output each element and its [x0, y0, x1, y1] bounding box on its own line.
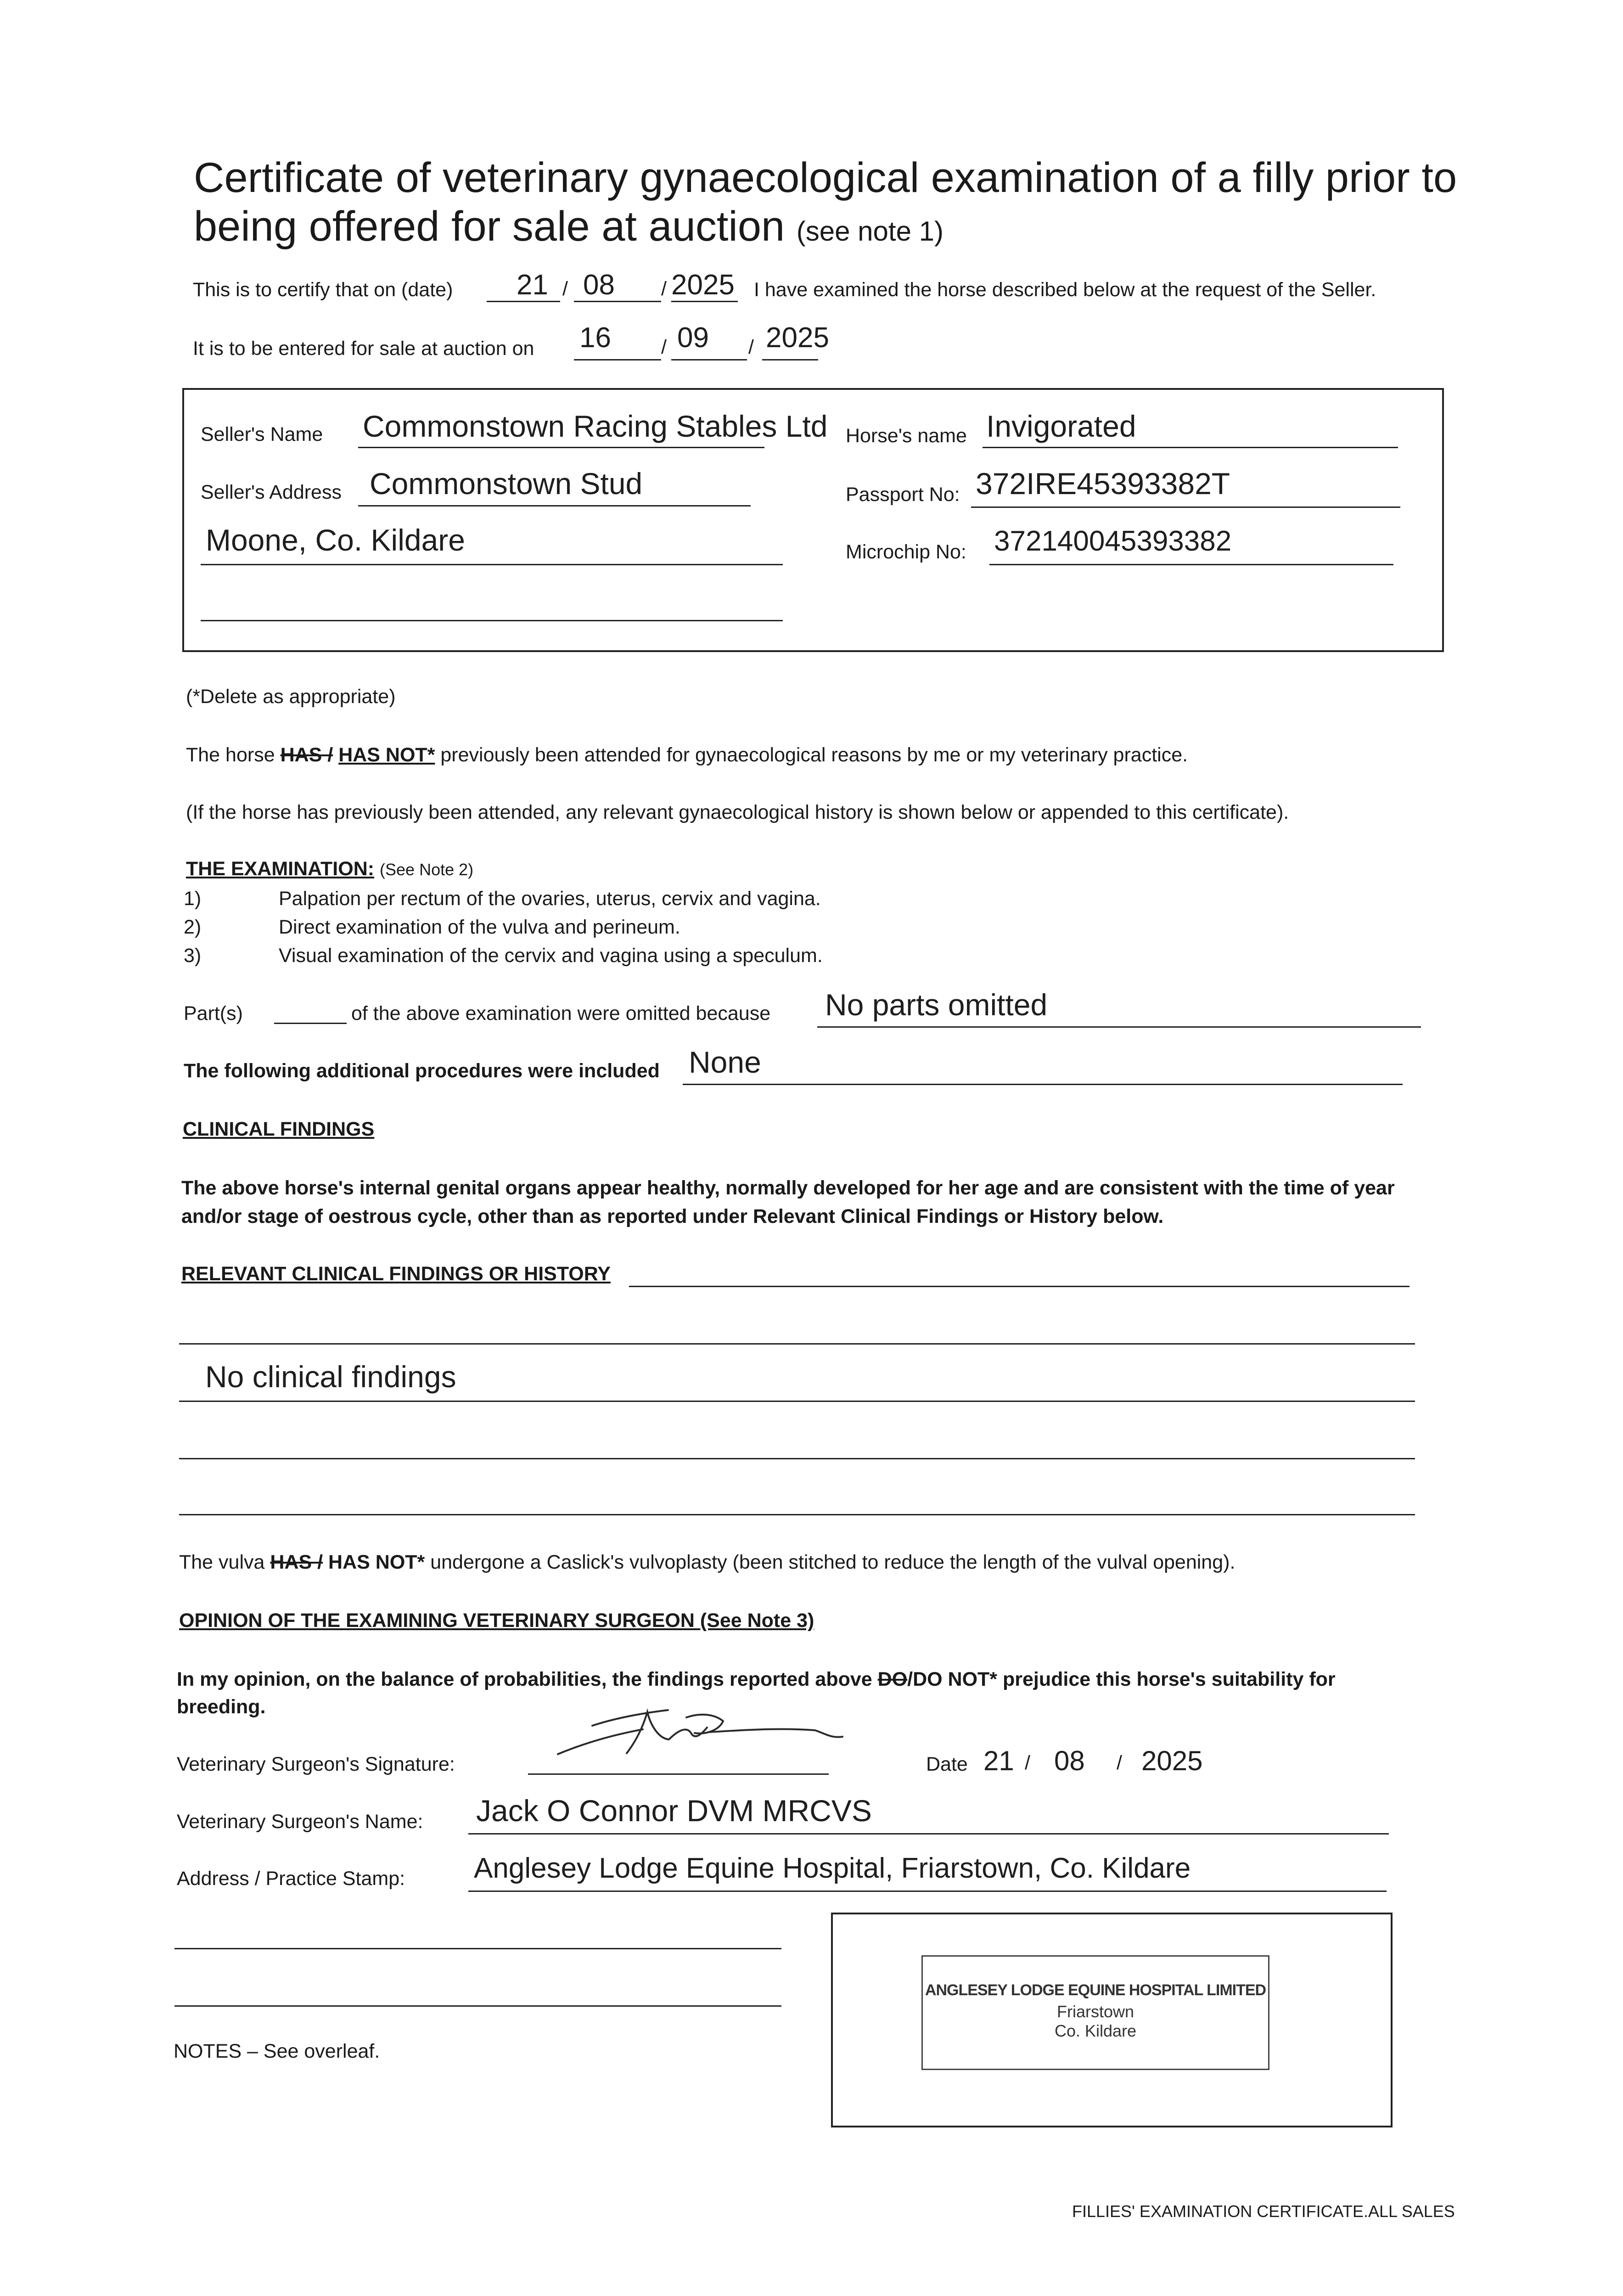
delete-note: (*Delete as appropriate): [186, 686, 396, 708]
auction-sep-2: /: [748, 336, 754, 358]
seller-name-label: Seller's Name: [201, 423, 323, 445]
horse-name: Invigorated: [986, 409, 1136, 443]
stamp-line-2: Friarstown: [1056, 2002, 1134, 2021]
stamp-line-1: ANGLESEY LODGE EQUINE HOSPITAL LIMITED: [925, 1981, 1266, 1999]
signature-label: Veterinary Surgeon's Signature:: [177, 1753, 455, 1775]
practice-stamp: [921, 1955, 1269, 2070]
clinical-statement-2: and/or stage of oestrous cycle, other than as reported under Relevant Clinical Findings or History below.: [181, 1205, 1164, 1227]
page-title: [194, 154, 1457, 251]
handwritten-signature: [549, 1699, 852, 1768]
vet-address-label: Address / Practice Stamp:: [177, 1868, 405, 1890]
certify-day: 21: [517, 269, 548, 301]
stamp-line-3: Co. Kildare: [1054, 2021, 1137, 2040]
certify-sep-1: /: [562, 278, 568, 300]
seller-address-label: Seller's Address: [201, 481, 342, 503]
passport-number: 372IRE45393382T: [976, 467, 1230, 501]
exam-item-text: Palpation per rectum of the ovaries, uterus, cervix and vagina.: [279, 888, 821, 910]
exam-item-text: Visual examination of the cervix and vagina using a speculum.: [279, 945, 823, 967]
clinical-heading: CLINICAL FINDINGS: [183, 1118, 375, 1140]
seller-address-2: Moone, Co. Kildare: [206, 523, 465, 557]
vet-date-year: 2025: [1141, 1745, 1203, 1776]
title-line-1: Certificate of veterinary gynaecological examination of a filly prior to: [194, 154, 1457, 201]
exam-item-num: 3): [184, 945, 202, 967]
microchip-number: 372140045393382: [994, 525, 1232, 557]
auction-sep-1: /: [661, 336, 667, 358]
seller-name: Commonstown Racing Stables Ltd: [363, 409, 828, 443]
title-note: (see note 1): [796, 215, 943, 247]
relevant-heading: RELEVANT CLINICAL FINDINGS OR HISTORY: [181, 1263, 611, 1285]
vet-name: Jack O Connor DVM MRCVS: [476, 1794, 872, 1828]
vet-date-day: 21: [983, 1745, 1014, 1776]
exam-item-num: 1): [184, 888, 202, 910]
title-line-2: being offered for sale at auction (see note 1): [194, 203, 943, 250]
clinical-statement: The above horse's internal genital organs appear healthy, normally developed for her age and are consistent with the time of year: [181, 1177, 1395, 1199]
certify-suffix: I have examined the horse described below at the request of the Seller.: [754, 279, 1376, 301]
seller-address-1: Commonstown Stud: [370, 467, 643, 501]
certify-sep-2: /: [661, 278, 667, 300]
certify-year: 2025: [671, 269, 735, 301]
exam-item-num: 2): [184, 916, 202, 938]
omitted-value: No parts omitted: [825, 988, 1048, 1022]
vulva-statement: The vulva HAS / HAS NOT* undergone a Caslick's vulvoplasty (been stitched to reduce the length of the vulval opening).: [179, 1551, 1236, 1573]
exam-item-text: Direct examination of the vulva and perineum.: [279, 916, 680, 938]
vulva-chosen-option: HAS NOT*: [328, 1551, 425, 1573]
vet-date-sep-2: /: [1117, 1752, 1122, 1774]
omitted-middle: of the above examination were omitted because: [351, 1002, 771, 1024]
omitted-prefix: Part(s): [184, 1002, 243, 1024]
opinion-text: In my opinion, on the balance of probabilities, the findings reported above DO/DO NOT* prejudice this horse's suitability for: [177, 1668, 1336, 1690]
relevant-value: No clinical findings: [205, 1360, 456, 1394]
auction-month: 09: [677, 322, 709, 354]
vet-name-label: Veterinary Surgeon's Name:: [177, 1811, 423, 1833]
additional-label: The following additional procedures were included: [184, 1060, 660, 1082]
vet-date-sep-1: /: [1025, 1752, 1030, 1774]
footer-label: FILLIES' EXAMINATION CERTIFICATE.ALL SALES: [1072, 2202, 1455, 2221]
attended-chosen-option: HAS NOT*: [338, 744, 435, 766]
additional-value: None: [689, 1045, 761, 1079]
passport-label: Passport No:: [846, 484, 960, 506]
auction-day: 16: [579, 322, 611, 354]
auction-year: 2025: [766, 322, 829, 354]
notes: NOTES – See overleaf.: [174, 2040, 380, 2062]
horse-name-label: Horse's name: [846, 425, 967, 447]
opinion-heading: OPINION OF THE EXAMINING VETERINARY SURGEON (See Note 3): [179, 1609, 814, 1632]
attended-struck-option: HAS /: [280, 744, 333, 766]
certify-prefix: This is to certify that on (date): [193, 279, 453, 301]
auction-prefix: It is to be entered for sale at auction on: [193, 338, 534, 360]
examination-heading: THE EXAMINATION: (See Note 2): [186, 858, 474, 880]
microchip-label: Microchip No:: [846, 541, 966, 563]
vet-date-month: 08: [1054, 1745, 1085, 1776]
opinion-struck-option: DO: [877, 1668, 908, 1690]
opinion-text-end: breeding.: [177, 1696, 266, 1718]
vulva-struck-option: HAS /: [270, 1551, 323, 1573]
vet-address: Anglesey Lodge Equine Hospital, Friarstown, Co. Kildare: [474, 1852, 1191, 1884]
certify-month: 08: [583, 269, 615, 301]
history-note: (If the horse has previously been attended, any relevant gynaecological history is shown below or appended to this certificate).: [186, 801, 1289, 823]
attended-statement: The horse HAS / HAS NOT* previously been attended for gynaecological reasons by me or my veterinary practice.: [186, 744, 1188, 766]
vet-date-label: Date: [926, 1753, 968, 1775]
